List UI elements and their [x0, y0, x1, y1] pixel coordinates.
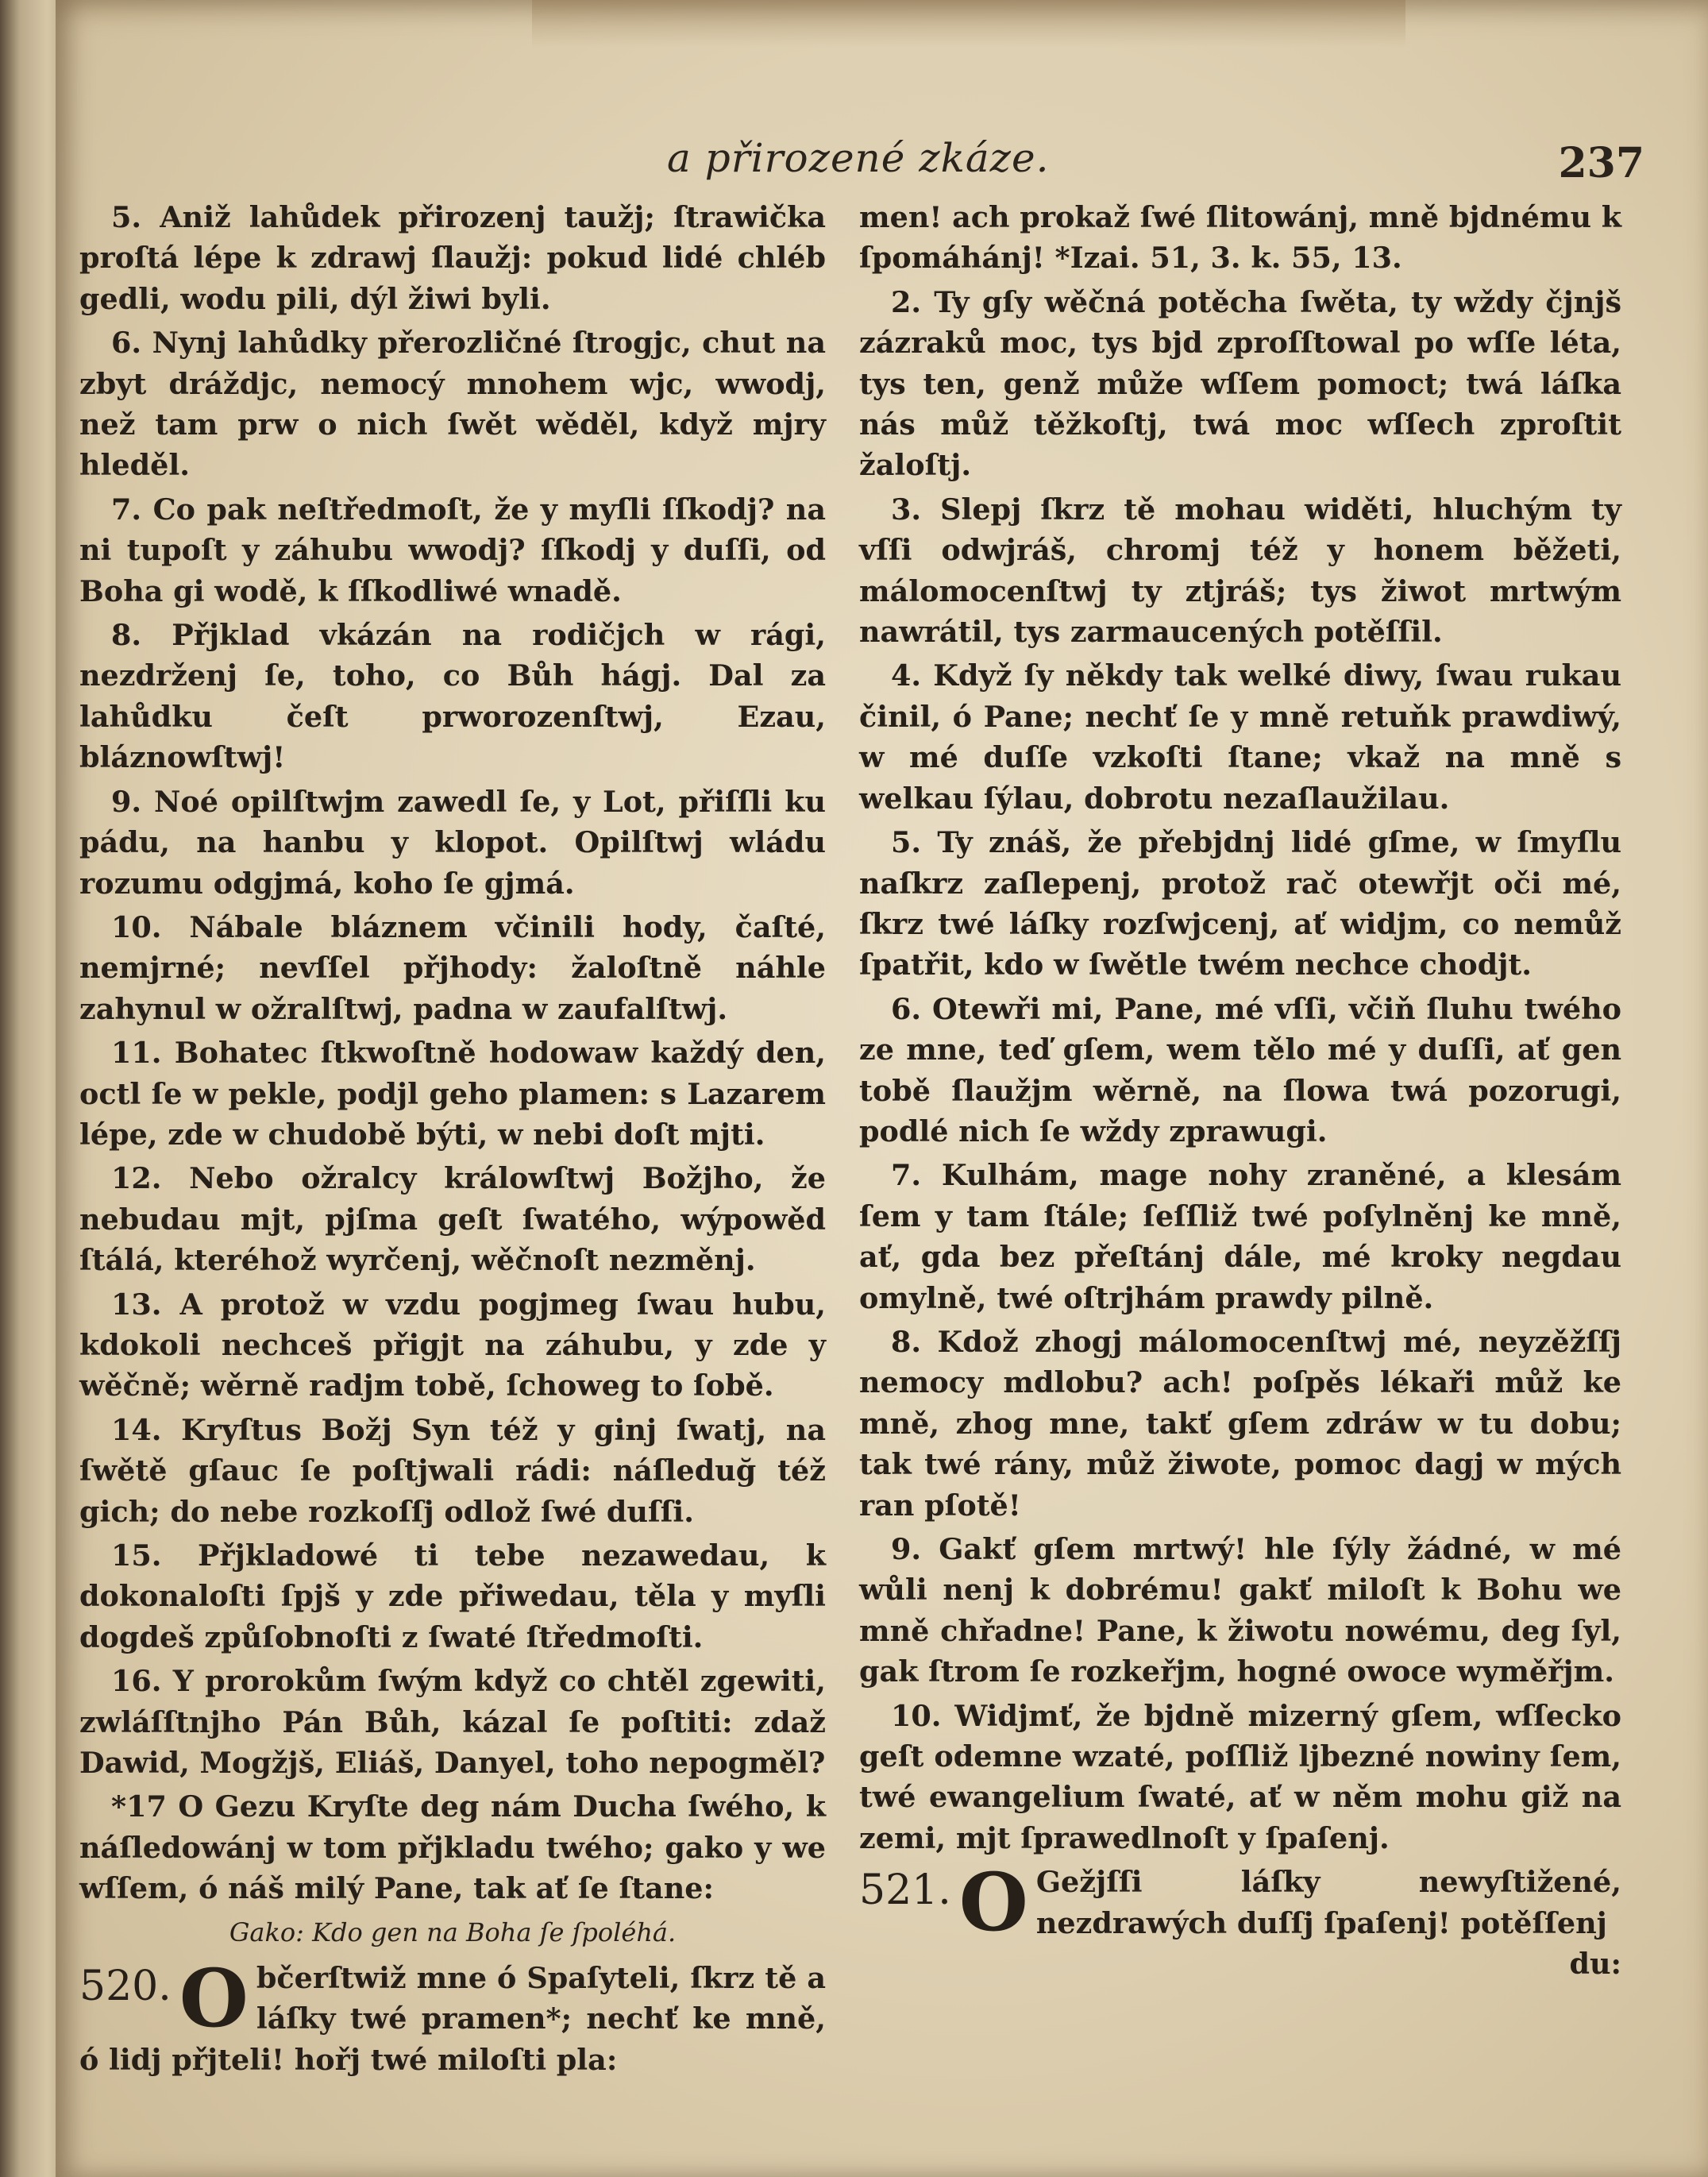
- hymn-number: 521.: [859, 1866, 951, 1915]
- stanza-10: 10. Widjmť, že bjdně mizerný gſem, wſſecko geſt odemne wzaté, poſſliž ljbezné nowiny ſem, twé ewangelium ſwaté, ať w něm mohu giž na zemi, mjt ſprawedlnoſt y ſpaſenj.: [859, 1698, 1621, 1855]
- hymn-521: [859, 1855, 1621, 1950]
- paper-stain: [532, 0, 1405, 48]
- running-head: a přirozené zkáze.: [667, 135, 1050, 181]
- stanza-5: 5. Ty znáš, že přebjdnj lidé gſme, w ſmyſlu naſkrz zaſlepenj, protož rač otewřjt oči mé, ſkrz twé láſky rozſwjcenj, ať widjm, co nemůž ſpatřit, kdo w ſwětle twém nechce chodjt.: [859, 825, 1621, 982]
- stanza-4: 4. Když ſy někdy tak welké diwy, ſwau rukau činil, ó Pane; nechť ſe y mně retuňk prawdiwý, w mé duſſe vzkoſti ſtane; vkaž na mně s welkau ſýlau, dobrotu nezaſlaužilau.: [859, 658, 1621, 816]
- hymn-number: 520.: [79, 1963, 172, 2011]
- stanza-11: 11. Bohatec ſtkwoſtně hodowaw každý den, octl ſe w pekle, podjl geho plamen: s Lazarem lépe, zde w chudobě býti, w nebi doſt mjti.: [79, 1036, 826, 1152]
- hymn-text: bčerſtwiž mne ó Spaſyteli, ſkrz tě a láſky twé pramen*; nechť ke mně, ó lidj přjteli! hořj twé miloſti pla:: [79, 1961, 826, 2077]
- stanza-5: 5. Aniž lahůdek přirozenj taužj; ſtrawička proſtá lépe k zdrawj ſlaužj: pokud lidé chléb gedli, wodu pili, dýl žiwi byli.: [79, 200, 826, 316]
- drop-cap: O: [179, 1951, 249, 2046]
- stanza-6: 6. Otewři mi, Pane, mé vſſi, včiň ſluhu twého ze mne, teď gſem, wem tělo mé y duſſi, ať gen tobě ſlaužjm wěrně, na ſlowa twá pozorugi, podlé nich ſe wždy zprawugi.: [859, 991, 1621, 1148]
- stanza-8: 8. Kdož zhogj málomocenſtwj mé, neyzěžſſj nemocy mdlobu? ach! poſpěs lékaři můž ke mně, zhog mne, takť gſem zdráw w tu dobu; tak twé rány, můž žiwote, pomoc dagj w mých ran pſotě!: [859, 1324, 1621, 1523]
- stanza-8: 8. Přjklad vkázán na rodičjch w rági, nezdrženj ſe, toho, co Bůh hágj. Dal za lahůdku čeſt prworozenſtwj, Ezau, bláznowſtwj!: [79, 618, 826, 775]
- stanza-2: 2. Ty gſy wěčná potěcha ſwěta, ty wždy čjnjš zázraků moc, tys bjd zproſſtowal po wſſe léta, tys ten, genž může wſſem pomoct; twá láſka nás můž těžkoſtj, twá moc wſſech zproſtit žaloſtj.: [859, 284, 1621, 483]
- stanza-17: *17 O Gezu Kryſte deg nám Ducha ſwého, k náſledowánj w tom přjkladu twého; gako y we wſſem, ó náš milý Pane, tak ať ſe ſtane:: [79, 1789, 826, 1906]
- page-header: [56, 135, 1708, 191]
- book-page: [56, 0, 1708, 2177]
- stanza-16: 16. Y prorokům ſwým když co chtěl zgewiti, zwláſſtnjho Pán Bůh, kázal ſe poſtiti: zdaž Dawid, Mogžjš, Eliáš, Danyel, toho nepogměl?: [79, 1664, 826, 1781]
- left-column: [79, 197, 826, 2080]
- hymn-520: [79, 1951, 826, 2080]
- stanza-15: 15. Přjkladowé ti tebe nezawedau, k dokonaloſti ſpjš y zde přiwedau, těla y myſli dogdeš způſobnoſti z ſwaté ſtředmoſti.: [79, 1538, 826, 1654]
- page-number: 237: [1558, 139, 1644, 187]
- stanza-13: 13. A protož w vzdu pogjmeg ſwau hubu, kdokoli nechceš přigjt na záhubu, y zde y wěčně; wěrně radjm tobě, ſchoweg to ſobě.: [79, 1287, 826, 1403]
- right-column: [859, 197, 1621, 1984]
- catchword: du:: [1569, 1947, 1621, 1982]
- stanza-7: 7. Co pak neſtředmoſt, že y myſli ſſkodj? na ni tupoſt y záhubu wwodj? ſſkodj y duſſi, od Boha gi wodě, k ſſkodliwé wnadě.: [79, 492, 826, 608]
- stanza-3: 3. Slepj ſkrz tě mohau widěti, hluchým ty vſſi odwjráš, chromj též y honem běžeti, málomocenſtwj ty ztjráš; tys žiwot mrtwým nawrátil, tys zarmaucených potěſſil.: [859, 492, 1621, 650]
- drop-cap: O: [958, 1855, 1028, 1950]
- stanza-6: 6. Nynj lahůdky přerozličné ſtrogjc, chut na zbyt dráždjc, nemocý mnohem wjc, wwodj, než tam prw o nich ſwět wěděl, když mjry hleděl.: [79, 326, 826, 483]
- stanza-9: 9. Noé opilſtwjm zawedl ſe, y Lot, přiſſli ku pádu, na hanbu y klopot. Opilſtwj wládu rozumu odgjmá, koho ſe gjmá.: [79, 784, 826, 901]
- stanza-continuation: men! ach prokaž ſwé ſlitowánj, mně bjdnému k ſpomáhánj! *Izai. 51, 3. k. 55, 13.: [859, 200, 1621, 276]
- stanza-12: 12. Nebo ožralcy králowſtwj Božjho, že nebudau mjt, pjſma geſt ſwatého, wýpowěd ſtálá, kteréhož wyrčenj, wěčnoſt nezměnj.: [79, 1161, 826, 1278]
- melody-line: Gako: Kdo gen na Boha ſe ſpoléhá.: [229, 1916, 677, 1947]
- stanza-7: 7. Kulhám, mage nohy zraněné, a klesám ſem y tam ſtále; ſeſſliž twé poſylněnj ke mně, ať, gda bez přeſtánj dále, mé kroky negdau omylně, twé oſtrjhám prawdy pilně.: [859, 1158, 1621, 1315]
- hymn-text: Gežjſſi láſky newyſtižené, nezdrawých duſſj ſpaſenj! potěſſenj: [1035, 1865, 1621, 1940]
- stanza-10: 10. Nábale bláznem včinili hody, čaſté, nemjrné; nevſſel přjhody: žaloſtně náhle zahynul w ožralſtwj, padna w zaufalſtwj.: [79, 909, 826, 1026]
- stanza-14: 14. Kryſtus Božj Syn též y ginj ſwatj, na ſwětě gſauc ſe poſtjwali rádi: náſleduğ též gich; do nebe rozkoſſj odlož ſwé duſſi.: [79, 1412, 826, 1529]
- stanza-9: 9. Gakť gſem mrtwý! hle ſýly žádné, w mé wůli nenj k dobrému! gakť miloſt k Bohu we mně chřadne! Pane, k žiwotu nowému, deg ſyl, gak ſtrom ſe rozkeřjm, hogné owoce wyměřjm.: [859, 1532, 1621, 1689]
